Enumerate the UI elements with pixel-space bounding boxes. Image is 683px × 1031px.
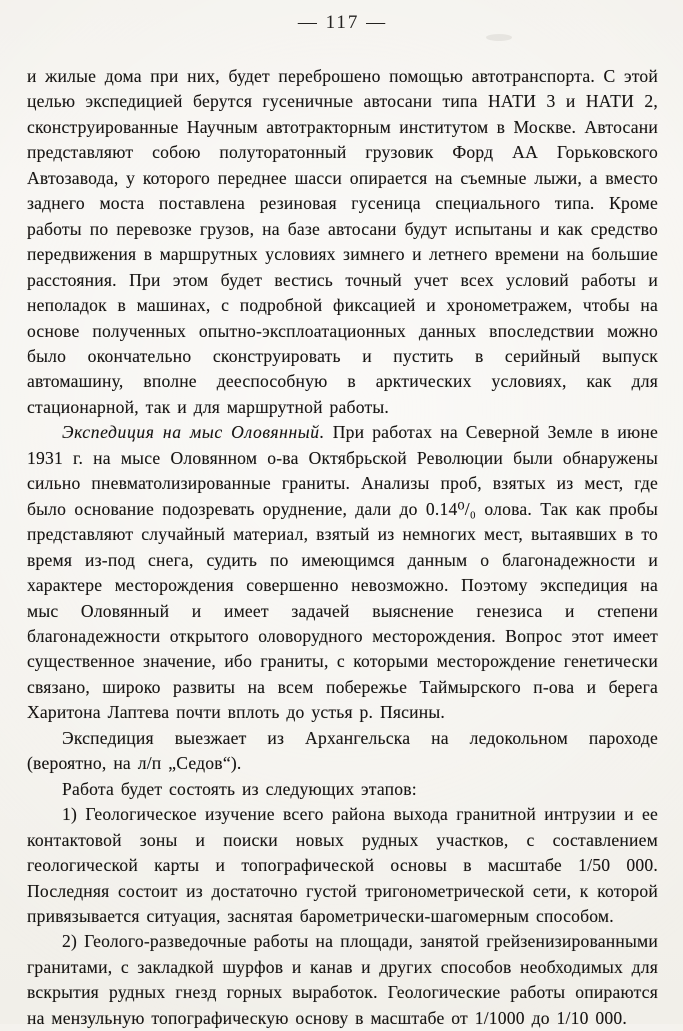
paragraph-lead-italic: Экспедиция на мыс Оловянный. xyxy=(62,422,325,443)
body-text-block xyxy=(27,64,658,1031)
paragraph-expedition-olovyanny xyxy=(27,420,658,725)
scan-smudge xyxy=(486,34,512,41)
page-number-header: — 117 — xyxy=(297,12,388,33)
paragraph-text: При работах на Северной Земле в июне 1931 г. на мысе Оловянном о-ва Октябрьской Революции были обнаружены сильно пневматолизированные граниты. Анализы проб, взятых из мест, где было основание подозревать оруднение, дали до 0.14⁰/₀ олова. Так как пробы представляют случайный материал, взятый из немногих мест, вытаявших в то время из-под снега, судить по имеющимся данным о благонадежности и характере месторождения совершенно невозможно. Поэтому экспедиция на мыс Оловянный и имеет задачей выяснение генезиса и степени благонадежности открытого оловорудного месторождения. Вопрос этот имеет существенное значение, ибо граниты, с которыми месторождение генетически связано, широко развиты на всем побережье Таймырского п-ова и берега Харитона Лаптева почти вплоть до устья р. Пясины. xyxy=(27,422,658,723)
paragraph-autosani-continuation: и жилые дома при них, будет переброшено помощью автотранспорта. С этой целью экспедицией берутся гусеничные автосани типа НАТИ 3 и НАТИ 2, сконструированные Научным автотракторным институтом в Москве. Автосани представляют собою полуторатонный грузовик Форд АА Горьковского Автозавода, у которого переднее шасси опирается на съемные лыжи, а вместо заднего моста поставлена резиновая гусеница специального типа. Кроме работы по перевозке грузов, на базе автосани будут испытаны и как средство передвижения в маршрутных условиях зимнего и летнего времени на большие расстояния. При этом будет вестись точный учет всех условий работы и неполадок в машинах, с подробной фиксацией и хронометражем, чтобы на основе полученных опытно-эксплоатационных данных впоследствии можно было окончательно сконструировать и пустить в серийный выпуск автомашину, вполне дееспособную в арктических условиях, как для стационарной, так и для маршрутной работы. xyxy=(27,66,658,417)
paragraph-stage-2-prospecting-works: 2) Геолого-разведочные работы на площади, занятой грейзенизированными гранитами, с закладкой шурфов и канав и других способов необходимых для вскрытия рудных гнезд горных выработок. Геологические работы опираются на мензульную топографическую основу в масштабе от 1/1000 до 1/10 000. xyxy=(27,931,658,1028)
paragraph-departure-arkhangelsk: Экспедиция выезжает из Архангельска на ледокольном пароходе (вероятно, на л/п „Седов“). xyxy=(27,727,658,774)
paragraph-work-stages-intro: Работа будет состоять из следующих этапов: xyxy=(62,778,417,799)
paragraph-stage-1-geological-study: 1) Геологическое изучение всего района выхода гранитной интрузии и ее контактовой зоны и поиски новых рудных участков, с составлением геологической карты и топографической основы в масштабе 1/50 000. Последняя состоит из достаточно густой тригонометрической сети, к которой привязывается ситуация, заснятая барометрически-шагомерным способом. xyxy=(27,804,658,926)
